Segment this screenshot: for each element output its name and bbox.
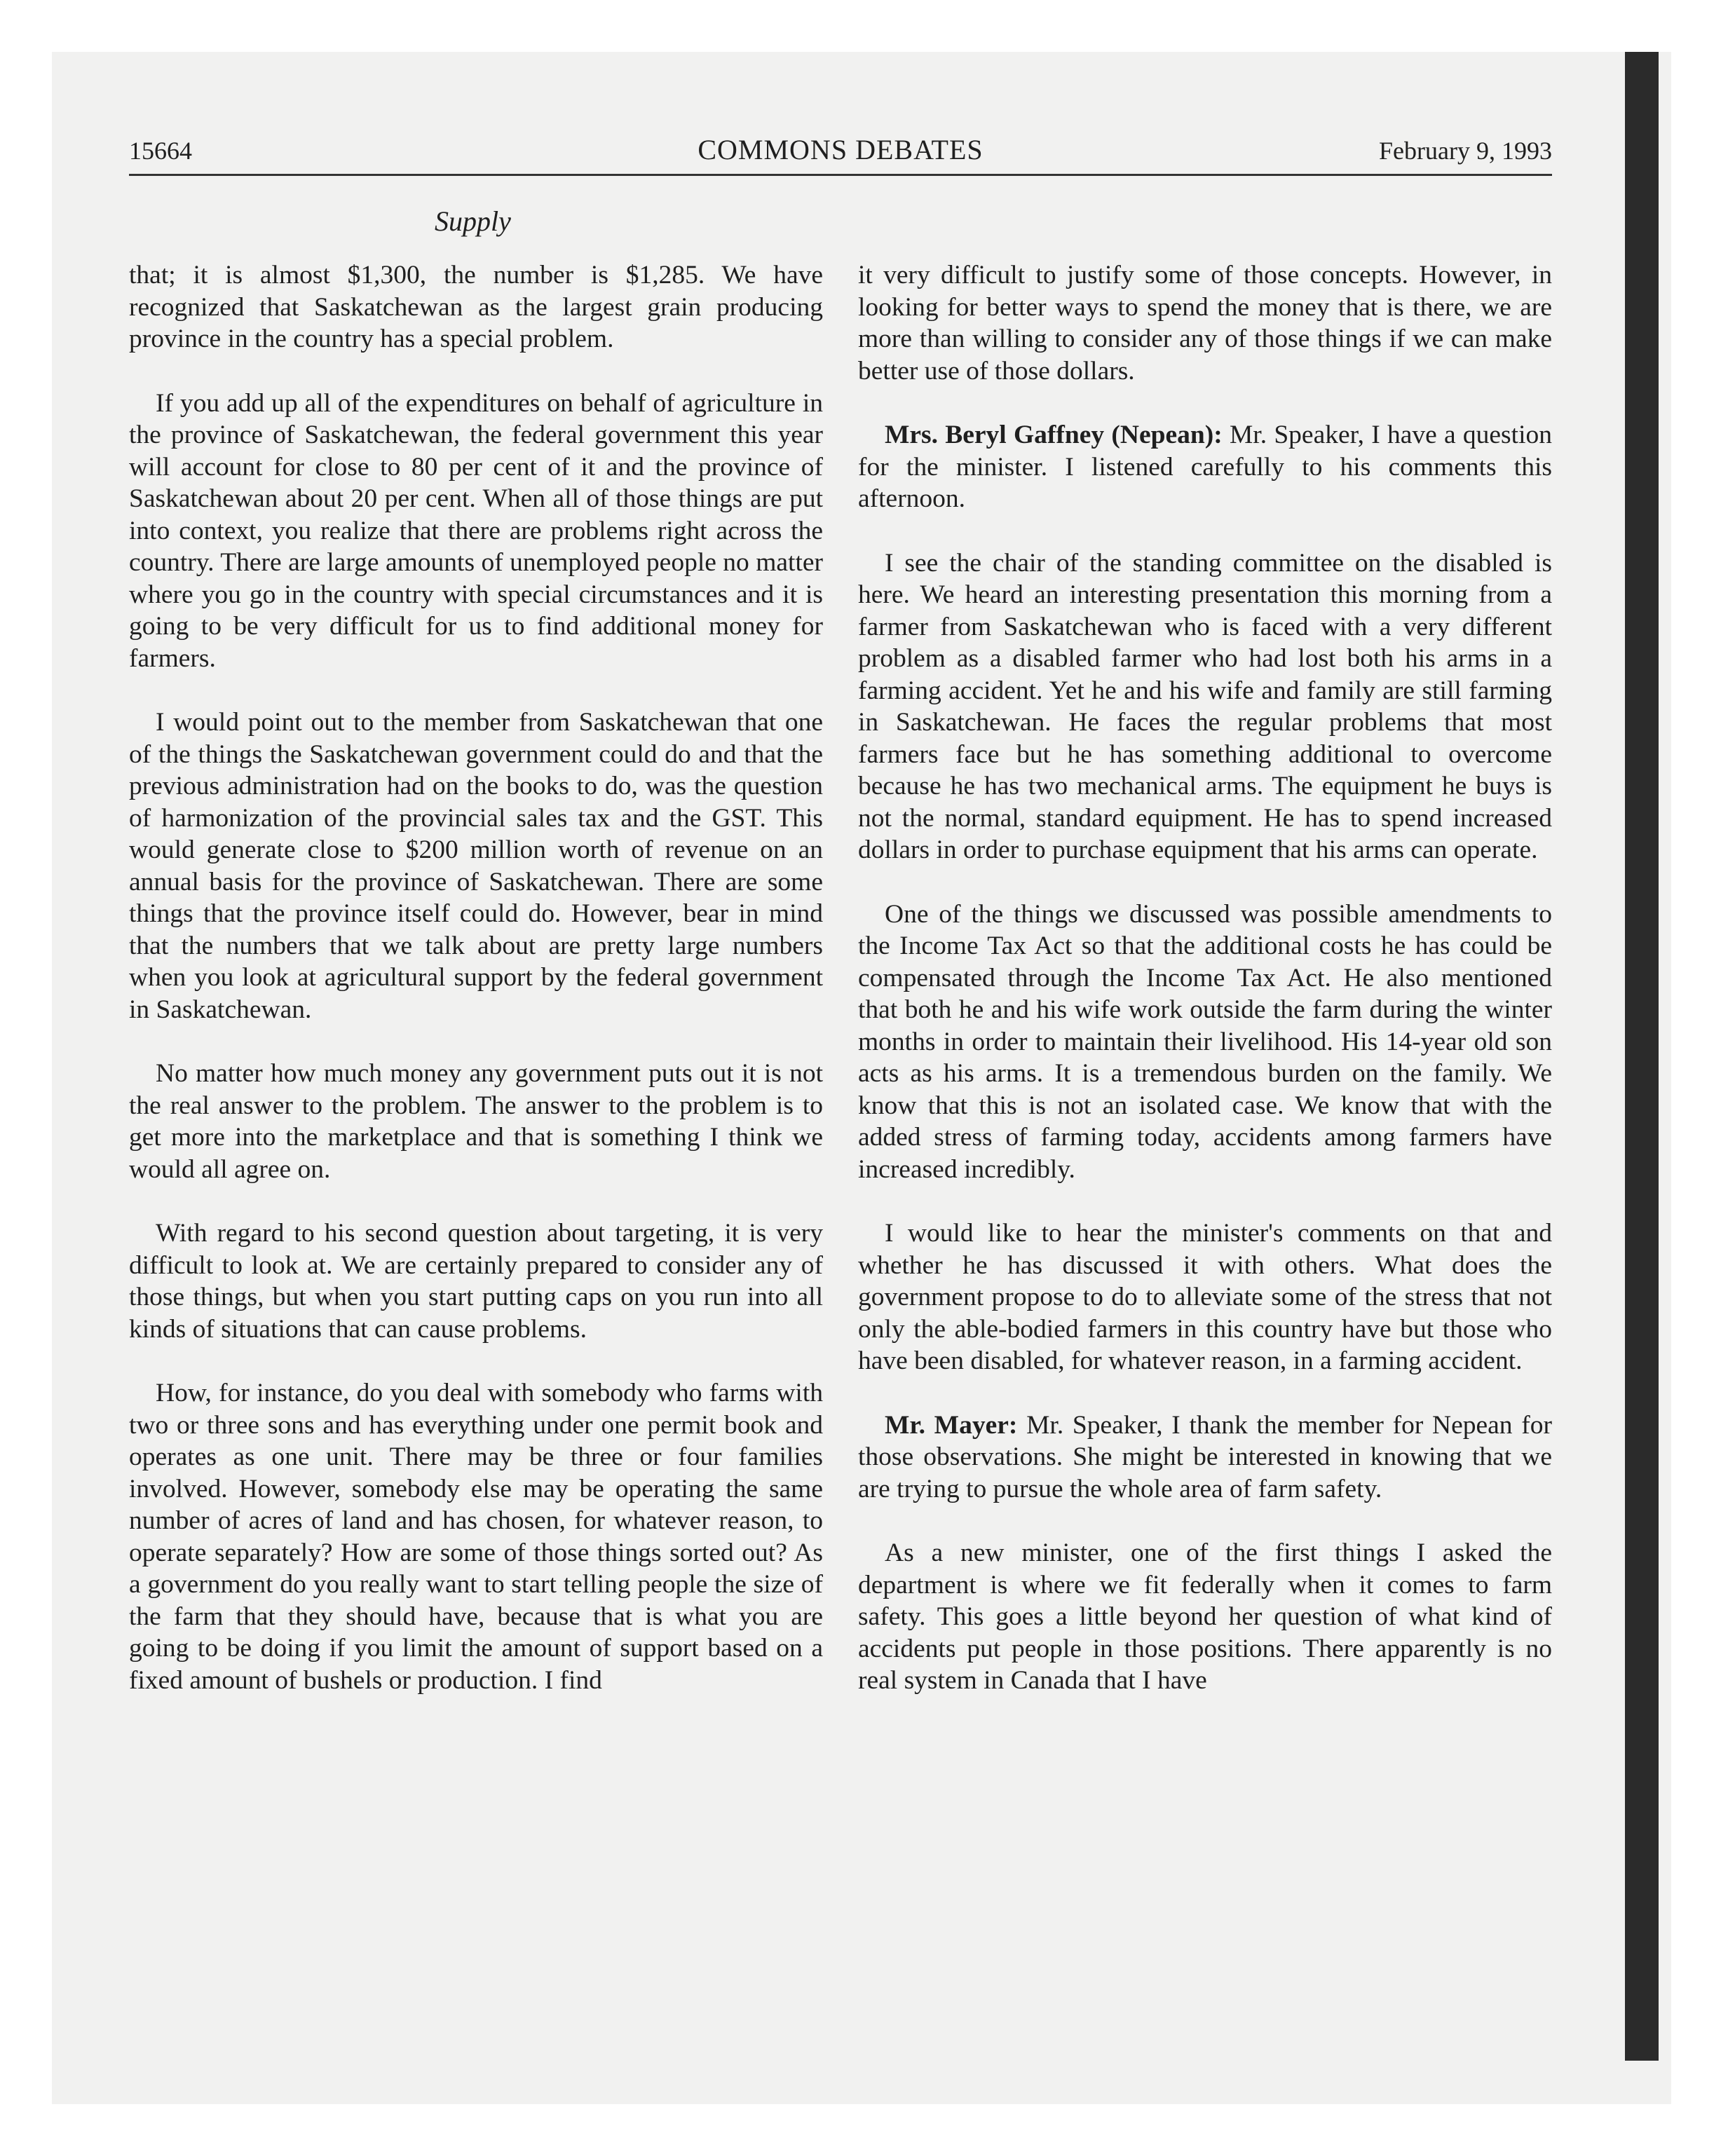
left-column: [129, 259, 823, 1728]
paragraph: I would point out to the member from Saskatchewan that one of the things the Saskatchewan government could do and that the previous administration had on the books to do, was the question of harmonization of the provincial sales tax and the GST. This would generate close to $200 million worth of revenue on an annual basis for the province of Saskatchewan. There are some things that the province itself could do. However, bear in mind that the numbers that we talk about are pretty large numbers when you look at agricultural support by the federal government in Saskatchewan.: [129, 708, 823, 1024]
scan-edge-bar: [1625, 52, 1659, 2061]
paragraph: How, for instance, do you deal with somebody who farms with two or three sons and has everything under one permit book and operates as one unit. There may be three or four families involved. However, somebody else may be operating the same number of acres of land and has chosen, for whatever reason, to operate separately? How are some of those things sorted out? As a government do you really want to start telling people the size of the farm that they should have, because that is what you are going to be doing if you limit the amount of support based on a fixed amount of bushels or production. I find: [129, 1379, 823, 1695]
paragraph: If you add up all of the expenditures on behalf of agriculture in the province of Saskatchewan, the federal government this year will account for close to 80 per cent of it and the province of Saskatchewan about 20 per cent. When all of those things are put into context, you realize that there are problems right across the country. There are large amounts of unemployed people no matter where you go in the country with special circumstances and it is going to be very difficult for us to find additional money for farmers.: [129, 388, 823, 673]
paragraph: With regard to his second question about targeting, it is very difficult to look at. We are certainly prepared to consider any of those things, but when you start putting caps on you run into all kinds of situations that can cause problems.: [129, 1219, 823, 1344]
paragraph: it very difficult to justify some of those concepts. However, in looking for better ways to spend the money that is there, we are more than willing to consider any of those things if we can make better use of those dollars.: [858, 261, 1552, 386]
speech-text: Mr. Speaker, I have a question for the minister. I listened carefully to his comments this afternoon.: [858, 421, 1552, 513]
section-title: Supply: [435, 205, 511, 237]
speaker-name: Mrs. Beryl Gaffney (Nepean):: [885, 421, 1223, 449]
paragraph: One of the things we discussed was possible amendments to the Income Tax Act so that the additional costs he has could be compensated through the Income Tax Act. He also mentioned that both he and his wife work outside the farm during the winter months in order to maintain their livelihood. His 14-year old son acts as his arms. It is a tremendous burden on the family. We know that this is not an isolated case. We know that with the added stress of farming today, accidents among farmers have increased incredibly.: [858, 899, 1552, 1184]
speech-text: Mr. Speaker, I thank the member for Nepean for those observations. She might be interested in knowing that we are trying to pursue the whole area of farm safety.: [858, 1410, 1552, 1503]
page-number: 15664: [129, 137, 192, 165]
page-header: [129, 133, 1552, 176]
right-column: [858, 259, 1552, 1729]
paragraph: I would like to hear the minister's comments on that and whether he has discussed it with others. What does the government propose to do to alleviate some of the stress that not only the able-bodied farmers in this country have but those who have been disabled, for whatever reason, in a farming accident.: [858, 1219, 1552, 1375]
speaker-name: Mr. Mayer:: [885, 1410, 1018, 1440]
publication-title: COMMONS DEBATES: [698, 134, 984, 165]
speech-paragraph: [858, 419, 1552, 515]
speech-paragraph: [858, 1410, 1552, 1506]
publication-date: February 9, 1993: [1379, 137, 1552, 165]
paragraph: No matter how much money any government puts out it is not the real answer to the problem. The answer to the problem is to get more into the marketplace and that is something I think we would all agree on.: [129, 1059, 823, 1184]
paragraph: As a new minister, one of the first things I asked the department is where we fit federally when it comes to farm safety. This goes a little beyond her question of what kind of accidents put people in those positions. There apparently is no real system in Canada that I have: [858, 1538, 1552, 1695]
paragraph: that; it is almost $1,300, the number is $1,285. We have recognized that Saskatchewan as the largest grain producing province in the country has a special problem.: [129, 261, 823, 353]
paragraph: I see the chair of the standing committee on the disabled is here. We heard an interesting presentation this morning from a farmer from Saskatchewan who is faced with a very different problem as a disabled farmer who had lost both his arms in a farming accident. Yet he and his wife and family are still farming in Saskatchewan. He faces the regular problems that most farmers face but he has something additional to overcome because he has two mechanical arms. The equipment he buys is not the normal, standard equipment. He has to spend increased dollars in order to purchase equipment that his arms can operate.: [858, 548, 1552, 864]
